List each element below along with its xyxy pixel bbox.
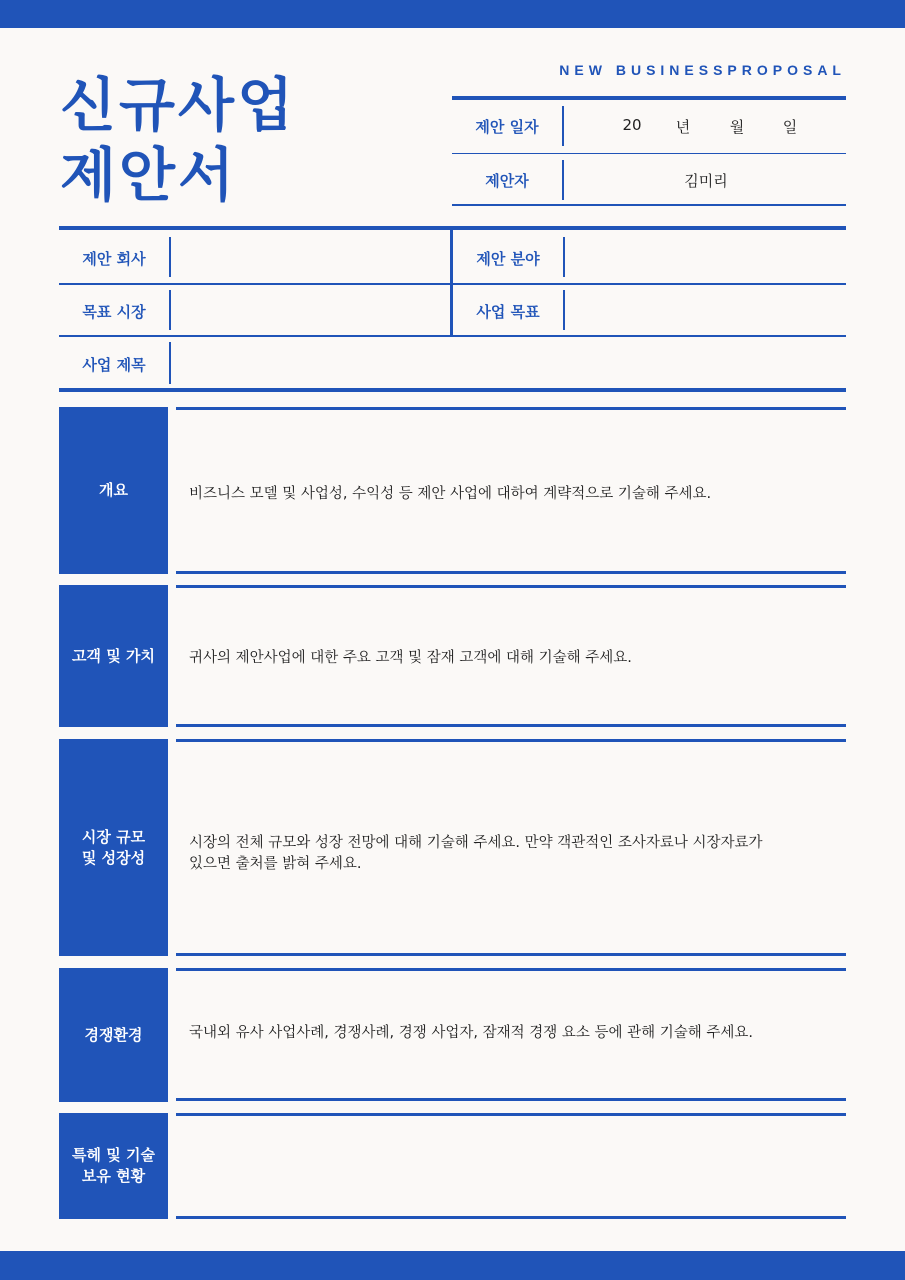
section-label-customers: 고객 및 가치 xyxy=(59,585,168,727)
page-title xyxy=(60,70,296,210)
details-rule-2 xyxy=(59,335,846,337)
field-label: 제안 분야 xyxy=(476,250,540,268)
section-market-text-line2: 있으면 출처를 밝혀 주세요. xyxy=(189,856,362,872)
goal-divider xyxy=(563,290,565,330)
bottom-band xyxy=(0,1251,905,1280)
section-market-text[interactable] xyxy=(189,833,789,875)
section-market-top-rule xyxy=(176,739,846,742)
section-label-market xyxy=(59,739,168,956)
proposer-divider xyxy=(562,160,564,200)
date-month-unit: 월 xyxy=(729,118,745,136)
section-label-patents xyxy=(59,1113,168,1219)
section-customers-text[interactable]: 귀사의 제안사업에 대한 주요 고객 및 잠재 고객에 대해 기술해 주세요. xyxy=(189,650,632,666)
section-patents-top-rule xyxy=(176,1113,846,1116)
company-label: 제안 회사 xyxy=(82,250,146,268)
date-year-unit: 년 xyxy=(675,118,691,136)
info-top-rule xyxy=(452,96,846,100)
section-competition-text[interactable]: 국내외 유사 사업사례, 경쟁사례, 경쟁 사업자, 잠재적 경쟁 요소 등에 관해 기술해 주세요. xyxy=(189,1025,753,1041)
section-overview-top-rule xyxy=(176,407,846,410)
info-mid-rule xyxy=(452,153,846,154)
section-market-label-line2: 및 성장성 xyxy=(81,848,146,867)
section-label-overview: 개요 xyxy=(59,407,168,574)
field-divider xyxy=(563,237,565,277)
top-band xyxy=(0,0,905,28)
title-line-2: 제안서 xyxy=(60,141,238,209)
section-label-competition: 경쟁환경 xyxy=(59,968,168,1102)
section-patents-label-line1: 특헤 및 기술 xyxy=(72,1146,155,1164)
section-patents-bottom-rule xyxy=(176,1216,846,1219)
goal-label: 사업 목표 xyxy=(476,303,540,321)
date-day-unit: 일 xyxy=(782,118,798,136)
section-patents-label-line2: 보유 현황 xyxy=(81,1167,146,1185)
section-overview-text[interactable]: 비즈니스 모델 및 사업성, 수익성 등 제안 사업에 대하여 계략적으로 기술해 주세요. xyxy=(189,486,712,502)
business-title-label: 사업 제목 xyxy=(82,356,146,374)
market-label: 목표 시장 xyxy=(82,303,146,321)
business-title-divider xyxy=(169,342,171,384)
date-divider xyxy=(562,106,564,146)
section-market-label-line1: 시장 규모 xyxy=(81,827,146,846)
date-year-value[interactable]: 20 xyxy=(622,116,642,134)
section-overview-bottom-rule xyxy=(176,571,846,574)
section-customers-top-rule xyxy=(176,585,846,588)
company-divider xyxy=(169,237,171,277)
section-market-text-line1: 시장의 전체 규모와 성장 전망에 대해 기술해 주세요. 만약 객관적인 조사자료나 시장자료가 xyxy=(189,835,763,851)
market-divider xyxy=(169,290,171,330)
title-line-1: 신규사업 xyxy=(60,71,297,139)
eyebrow-text: NEW BUSINESSPROPOSAL xyxy=(559,62,846,78)
section-competition-top-rule xyxy=(176,968,846,971)
proposer-value[interactable]: 김미리 xyxy=(684,172,728,190)
section-customers-bottom-rule xyxy=(176,724,846,727)
section-market-bottom-rule xyxy=(176,953,846,956)
proposer-label: 제안자 xyxy=(485,172,529,190)
section-competition-bottom-rule xyxy=(176,1098,846,1101)
details-rule-1 xyxy=(59,283,846,285)
details-bottom-rule xyxy=(59,388,846,392)
date-label: 제안 일자 xyxy=(475,118,539,136)
info-bottom-rule xyxy=(452,204,846,206)
